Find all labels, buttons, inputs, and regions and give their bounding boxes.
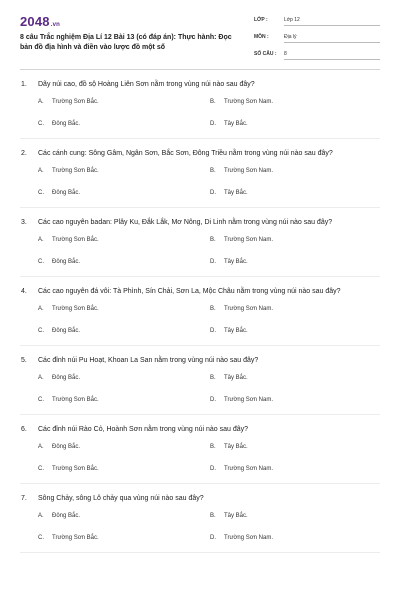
- question-divider: [20, 483, 380, 484]
- option-letter: B.: [210, 168, 216, 174]
- option-letter: D.: [210, 466, 216, 472]
- option-text: Đông Bắc.: [52, 375, 81, 381]
- meta-row-subject: [254, 34, 380, 48]
- meta-value: Địa lý: [284, 34, 380, 43]
- option-text: Trường Sơn Bắc.: [52, 397, 99, 403]
- answer-option-b[interactable]: [210, 372, 248, 384]
- option-letter: D.: [210, 535, 216, 541]
- option-letter: A.: [38, 513, 44, 519]
- option-letter: D.: [210, 121, 216, 127]
- question-text: Sông Chảy, sông Lô chảy qua vùng núi nào sau đây?: [38, 495, 204, 502]
- option-text: Đông Bắc.: [52, 513, 81, 519]
- option-text: Tây Bắc.: [224, 513, 248, 519]
- answer-option-c[interactable]: [38, 394, 99, 406]
- question-item: [0, 147, 400, 208]
- option-letter: D.: [210, 328, 216, 334]
- question-row: [0, 354, 400, 367]
- page-header: [0, 0, 400, 70]
- option-letter: B.: [210, 237, 216, 243]
- option-text: Trường Sơn Nam.: [224, 466, 274, 472]
- option-letter: C.: [38, 397, 44, 403]
- answer-option-d[interactable]: [210, 187, 248, 199]
- option-letter: D.: [210, 259, 216, 265]
- answer-options: [0, 94, 400, 138]
- question-text: Các đỉnh núi Pu Hoạt, Khoan La San nằm trong vùng núi nào sau đây?: [38, 357, 259, 364]
- option-text: Trường Sơn Bắc.: [52, 168, 99, 174]
- answer-option-a[interactable]: [38, 510, 80, 522]
- question-row: [0, 423, 400, 436]
- option-text: Tây Bắc.: [224, 121, 248, 127]
- option-letter: B.: [210, 306, 216, 312]
- option-letter: B.: [210, 513, 216, 519]
- logo-text: 2048: [20, 14, 50, 29]
- option-letter: D.: [210, 397, 216, 403]
- answer-option-b[interactable]: [210, 234, 273, 246]
- option-text: Đông Bắc.: [52, 190, 81, 196]
- option-letter: C.: [38, 121, 44, 127]
- question-divider: [20, 345, 380, 346]
- answer-option-c[interactable]: [38, 256, 80, 268]
- answer-option-c[interactable]: [38, 325, 80, 337]
- question-text: Dãy núi cao, đồ sộ Hoàng Liên Sơn nằm trong vùng núi nào sau đây?: [38, 81, 255, 88]
- answer-options: [0, 232, 400, 276]
- answer-options: [0, 301, 400, 345]
- answer-option-d[interactable]: [210, 394, 273, 406]
- option-letter: C.: [38, 259, 44, 265]
- answer-options: [0, 508, 400, 552]
- meta-panel: [254, 17, 380, 68]
- option-text: Tây Bắc.: [224, 259, 248, 265]
- answer-option-d[interactable]: [210, 463, 273, 475]
- option-text: Tây Bắc.: [224, 375, 248, 381]
- logo-suffix: .vn: [50, 22, 61, 28]
- option-letter: C.: [38, 535, 44, 541]
- option-letter: A.: [38, 237, 44, 243]
- option-text: Trường Sơn Bắc.: [52, 466, 99, 472]
- question-number: 5.: [21, 357, 27, 364]
- option-letter: A.: [38, 306, 44, 312]
- option-letter: C.: [38, 328, 44, 334]
- option-text: Trường Sơn Bắc.: [52, 306, 99, 312]
- answer-option-b[interactable]: [210, 165, 273, 177]
- option-letter: A.: [38, 168, 44, 174]
- answer-option-b[interactable]: [210, 96, 273, 108]
- option-letter: C.: [38, 190, 44, 196]
- option-text: Tây Bắc.: [224, 444, 248, 450]
- question-number: 2.: [21, 150, 27, 157]
- question-list: [0, 78, 400, 561]
- question-row: [0, 147, 400, 160]
- question-number: 1.: [21, 81, 27, 88]
- option-text: Trường Sơn Nam.: [224, 168, 274, 174]
- page-title: 8 câu Trắc nghiệm Địa Lí 12 Bài 13 (có đáp án): Thực hành: Đọc bản đồ địa hình và điền vào lược đồ một số: [20, 34, 232, 51]
- option-text: Trường Sơn Nam.: [224, 306, 274, 312]
- answer-option-d[interactable]: [210, 118, 248, 130]
- question-text: Các cao nguyên đá vôi: Tà Phình, Sín Chải, Sơn La, Mộc Châu nằm trong vùng núi nào sau đây?: [38, 288, 341, 295]
- answer-options: [0, 163, 400, 207]
- option-text: Đông Bắc.: [52, 444, 81, 450]
- answer-option-b[interactable]: [210, 303, 273, 315]
- meta-value: Lớp 12: [284, 17, 380, 26]
- answer-option-c[interactable]: [38, 463, 99, 475]
- question-item: [0, 216, 400, 277]
- answer-option-a[interactable]: [38, 165, 99, 177]
- question-number: 7.: [21, 495, 27, 502]
- option-text: Trường Sơn Nam.: [224, 397, 274, 403]
- question-divider: [20, 276, 380, 277]
- answer-option-b[interactable]: [210, 510, 248, 522]
- option-text: Trường Sơn Bắc.: [52, 237, 99, 243]
- question-text: Các cánh cung: Sông Gâm, Ngân Sơn, Bắc Sơn, Đông Triều nằm trong vùng núi nào sau đây?: [38, 150, 333, 157]
- meta-row-count: [254, 51, 380, 65]
- option-text: Đông Bắc.: [52, 328, 81, 334]
- meta-label: LỚP :: [254, 17, 268, 23]
- question-text: Các cao nguyên badan: Plây Ku, Đắk Lắk, Mơ Nông, Di Linh nằm trong vùng núi nào sau đây?: [38, 219, 333, 226]
- question-row: [0, 492, 400, 505]
- question-divider: [20, 138, 380, 139]
- answer-option-a[interactable]: [38, 303, 99, 315]
- option-text: Trường Sơn Bắc.: [52, 99, 99, 105]
- answer-option-d[interactable]: [210, 256, 248, 268]
- question-number: 4.: [21, 288, 27, 295]
- option-text: Trường Sơn Bắc.: [52, 535, 99, 541]
- option-letter: B.: [210, 444, 216, 450]
- answer-options: [0, 439, 400, 483]
- meta-value: 8: [284, 51, 380, 60]
- option-text: Trường Sơn Nam.: [224, 535, 274, 541]
- answer-option-a[interactable]: [38, 96, 99, 108]
- question-divider: [20, 552, 380, 553]
- question-number: 3.: [21, 219, 27, 226]
- option-text: Tây Bắc.: [224, 328, 248, 334]
- answer-option-d[interactable]: [210, 532, 273, 544]
- answer-options: [0, 370, 400, 414]
- answer-option-a[interactable]: [38, 234, 99, 246]
- meta-label: MÔN :: [254, 34, 269, 40]
- option-letter: B.: [210, 99, 216, 105]
- option-letter: A.: [38, 99, 44, 105]
- question-text: Các đỉnh núi Rào Cỏ, Hoành Sơn nằm trong vùng núi nào sau đây?: [38, 426, 249, 433]
- question-item: [0, 423, 400, 484]
- header-divider: [20, 69, 380, 70]
- question-divider: [20, 207, 380, 208]
- question-item: [0, 285, 400, 346]
- answer-option-c[interactable]: [38, 532, 99, 544]
- option-text: Trường Sơn Nam.: [224, 99, 274, 105]
- option-letter: D.: [210, 190, 216, 196]
- meta-row-class: [254, 17, 380, 31]
- option-letter: B.: [210, 375, 216, 381]
- question-item: [0, 492, 400, 553]
- question-item: [0, 78, 400, 139]
- question-row: [0, 78, 400, 91]
- answer-option-b[interactable]: [210, 441, 248, 453]
- option-text: Đông Bắc.: [52, 259, 81, 265]
- answer-option-a[interactable]: [38, 372, 80, 384]
- option-text: Đông Bắc.: [52, 121, 81, 127]
- question-number: 6.: [21, 426, 27, 433]
- answer-option-d[interactable]: [210, 325, 248, 337]
- meta-label: SỐ CÂU :: [254, 51, 277, 57]
- question-item: [0, 354, 400, 415]
- answer-option-a[interactable]: [38, 441, 80, 453]
- question-row: [0, 216, 400, 229]
- option-text: Tây Bắc.: [224, 190, 248, 196]
- answer-option-c[interactable]: [38, 187, 80, 199]
- option-letter: C.: [38, 466, 44, 472]
- question-divider: [20, 414, 380, 415]
- answer-option-c[interactable]: [38, 118, 80, 130]
- option-letter: A.: [38, 375, 44, 381]
- question-row: [0, 285, 400, 298]
- option-letter: A.: [38, 444, 44, 450]
- option-text: Trường Sơn Nam.: [224, 237, 274, 243]
- site-logo[interactable]: [20, 14, 60, 29]
